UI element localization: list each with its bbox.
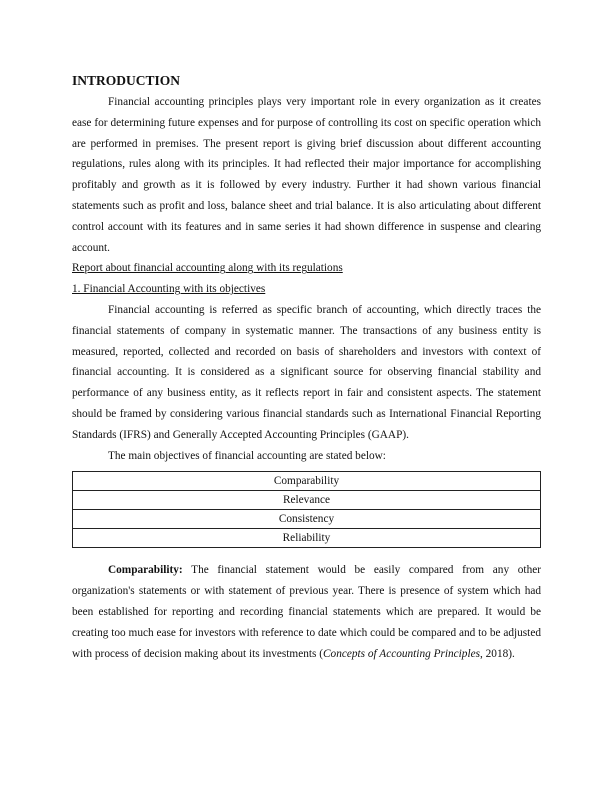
definition-paragraph: Financial accounting is referred as specific branch of accounting, which directly traces the financial statements of company in systematic manner. The transactions of any business entity is measured, reported, collected and recorded on basis of shareholders and investors with context of financial accounting. It is considered as a significant source for observing financial stability and performance of any business entity, as it reflects report in fair and consistent aspects. The statement should be framed by considering various financial standards such as International Financial Reporting Standards (IFRS) and Generally Accepted Accounting Principles (GAAP). xyxy=(72,303,541,441)
subsection-title: 1. Financial Accounting with its objectives xyxy=(72,283,266,296)
objective-cell: Relevance xyxy=(73,491,541,510)
objective-cell: Reliability xyxy=(73,529,541,548)
document-page xyxy=(72,72,541,664)
section-title: Report about financial accounting along with its regulations xyxy=(72,262,343,275)
table-row xyxy=(73,491,541,510)
citation-title: Concepts of Accounting Principles xyxy=(323,647,480,660)
objectives-intro: The main objectives of financial accounting are stated below: xyxy=(108,449,386,462)
intro-paragraph: Financial accounting principles plays very important role in every organization as it creates ease for determining future expenses and for purpose of controlling its cost on specific operation which are performed in premises. The present report is giving brief discussion about different accounting regulations, rules along with its principles. It had reflected their major importance for accomplishing profitably and growth as it is followed by every industry. Further it had shown various financial statements such as profit and loss, balance sheet and trial balance. It is also articulating about different control account with its features and in same series it had shown difference in suspense and clearing account. xyxy=(72,96,541,254)
comparability-text: The financial statement would be easily compared from any other organization's statements or with statement of previous year. There is presence of system which had been established for reporting and recording financial statements which are prepared. It would be creating too much ease for investors with reference to date which could be compared and to be adjusted with process of decision making about its investments ( xyxy=(72,564,541,660)
table-row xyxy=(73,529,541,548)
comparability-paragraph xyxy=(72,560,541,664)
comparability-term: Comparability: xyxy=(108,564,183,577)
table-row xyxy=(73,510,541,529)
page-heading: INTRODUCTION xyxy=(72,73,181,88)
objective-cell: Comparability xyxy=(73,472,541,491)
citation-rest: , 2018). xyxy=(480,647,515,660)
table-row xyxy=(73,472,541,491)
objective-cell: Consistency xyxy=(73,510,541,529)
objectives-table xyxy=(72,471,541,548)
